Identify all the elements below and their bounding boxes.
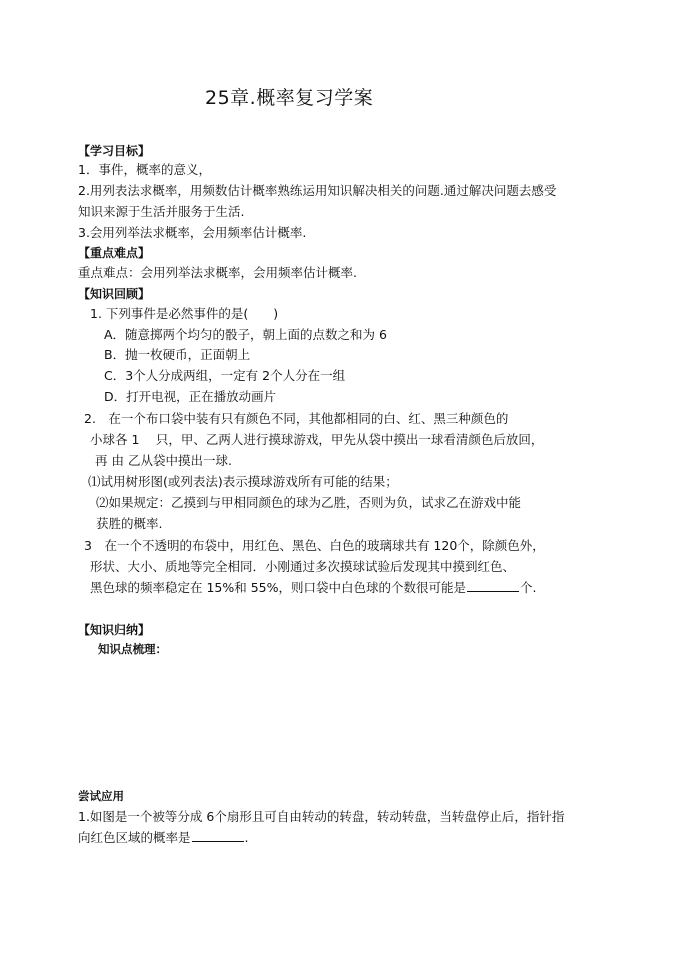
review-heading: 【知识回顾】	[78, 287, 151, 301]
question-2-sub-1: ⑴试用树形图(或列表法)表示摸球游戏所有可能的结果；	[88, 474, 398, 489]
question-1-option-a: A．随意掷两个均匀的骰子，朝上面的点数之和为 6	[104, 327, 387, 342]
page-title: 25章.概率复习学案	[205, 87, 374, 109]
application-question-1-line-2	[78, 829, 249, 847]
question-1-stem: 1. 下列事件是必然事件的是( )	[90, 306, 279, 321]
objective-item-1: 1．事件，概率的意义，	[78, 162, 211, 177]
application-text-before-blank: 向红色区域的概率是	[78, 830, 191, 845]
application-heading: 尝试应用	[78, 789, 124, 803]
question-3-line-1: 3 在一个不透明的布袋中，用红色、黑色、白色的玻璃球共有 120个，除颜色外，	[84, 538, 545, 553]
application-answer-blank[interactable]	[192, 829, 244, 842]
question-1-option-c: C．3个人分成两组，一定有 2个人分在一组	[104, 368, 346, 383]
objective-item-2-line-2: 知识来源于生活并服务于生活.	[78, 204, 245, 219]
objective-item-2-line-1: 2.用列表法求概率，用频数估计概率熟练运用知识解决相关的问题.通过解决问题去感受	[78, 183, 557, 198]
question-2-line-2: 小球各 1 只，甲、乙两人进行摸球游戏，甲先从袋中摸出一球看清颜色后放回，	[90, 432, 544, 447]
application-question-1-line-1: 1.如图是一个被等分成 6个扇形且可自由转动的转盘，转动转盘，当转盘停止后，指针指	[78, 809, 565, 824]
question-3-line-3	[90, 579, 537, 597]
key-points-text: 重点难点：会用列举法求概率，会用频率估计概率.	[78, 265, 357, 280]
summary-subheading: 知识点梳理：	[98, 642, 167, 656]
application-text-after-blank: .	[244, 830, 249, 845]
question-3-text-before-blank: 黑色球的频率稳定在 15%和 55%，则口袋中白色球的个数很可能是	[90, 580, 467, 595]
question-2-line-3: 再 由 乙从袋中摸出一球.	[95, 453, 232, 468]
question-3-text-after-blank: 个.	[520, 580, 537, 595]
question-3-answer-blank[interactable]	[467, 579, 519, 592]
summary-heading: 【知识归纳】	[78, 623, 151, 637]
question-3-line-2: 形状、大小、质地等完全相同．小刚通过多次摸球试验后发现其中摸到红色、	[90, 559, 516, 574]
question-1-option-d: D．打开电视，正在播放动画片	[104, 389, 277, 404]
objectives-heading: 【学习目标】	[78, 144, 151, 158]
key-points-heading: 【重点难点】	[78, 246, 151, 260]
question-2-line-1: 2. 在一个布口袋中装有只有颜色不同，其他都相同的白、红、黑三种颜色的	[84, 411, 509, 426]
question-2-sub-2-line-1: ⑵如果规定：乙摸到与甲相同颜色的球为乙胜，否则为负，试求乙在游戏中能	[96, 495, 522, 510]
question-2-sub-2-line-2: 获胜的概率.	[96, 516, 163, 531]
question-1-option-b: B．抛一枚硬币，正面朝上	[104, 347, 251, 362]
objective-item-3: 3.会用列举法求概率，会用频率估计概率.	[78, 225, 307, 240]
